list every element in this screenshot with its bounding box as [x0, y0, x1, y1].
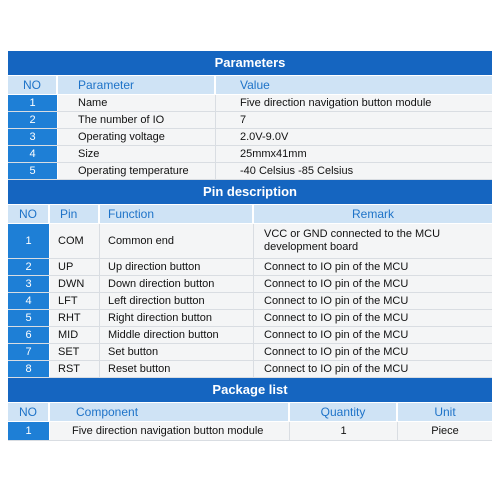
table-row: [8, 259, 492, 276]
row-number: 8: [8, 361, 50, 377]
table-row: [8, 293, 492, 310]
pin-cell: LFT: [50, 293, 100, 309]
pins-header: [8, 205, 492, 224]
package-header: [8, 403, 492, 422]
row-number: 7: [8, 344, 50, 360]
table-row: [8, 310, 492, 327]
function-cell: Down direction button: [100, 276, 254, 292]
header-value: Value: [240, 78, 270, 92]
table-row: [8, 361, 492, 378]
function-cell: Set button: [100, 344, 254, 360]
table-row: [8, 95, 492, 112]
function-cell: Right direction button: [100, 310, 254, 326]
unit-cell: Piece: [431, 425, 459, 437]
row-number: 1: [8, 95, 58, 111]
table-row: [8, 422, 492, 441]
table-row: [8, 344, 492, 361]
row-number: 4: [8, 293, 50, 309]
row-number: 2: [8, 259, 50, 275]
remark-cell: Connect to IO pin of the MCU: [264, 329, 409, 341]
spec-sheet: [8, 51, 492, 441]
function-cell: Left direction button: [100, 293, 254, 309]
pin-description-title: Pin description: [8, 180, 492, 205]
header-pin: Pin: [50, 205, 100, 223]
remark-cell: Connect to IO pin of the MCU: [264, 261, 409, 273]
header-parameter: Parameter: [58, 76, 216, 94]
remark-cell: VCC or GND connected to the MCU development board: [264, 228, 441, 253]
parameter-cell: Operating temperature: [58, 163, 216, 179]
value-cell: Five direction navigation button module: [240, 97, 432, 109]
table-row: [8, 163, 492, 180]
remark-cell: Connect to IO pin of the MCU: [264, 363, 409, 375]
parameter-cell: Operating voltage: [58, 129, 216, 145]
header-function: Function: [100, 205, 254, 223]
header-no: NO: [8, 403, 50, 421]
value-cell: -40 Celsius -85 Celsius: [240, 165, 354, 177]
header-unit: Unit: [434, 405, 456, 419]
pin-cell: DWN: [50, 276, 100, 292]
pin-cell: RST: [50, 361, 100, 377]
function-cell: Middle direction button: [100, 327, 254, 343]
header-component: Component: [50, 403, 290, 421]
table-row: [8, 129, 492, 146]
function-cell: Common end: [100, 224, 254, 258]
table-row: [8, 224, 492, 259]
header-no: NO: [8, 205, 50, 223]
value-cell: 25mmx41mm: [240, 148, 307, 160]
row-number: 5: [8, 310, 50, 326]
remark-cell: Connect to IO pin of the MCU: [264, 346, 409, 358]
pin-cell: UP: [50, 259, 100, 275]
row-number: 1: [8, 224, 50, 258]
pin-cell: MID: [50, 327, 100, 343]
row-number: 5: [8, 163, 58, 179]
value-cell: 2.0V-9.0V: [240, 131, 289, 143]
row-number: 4: [8, 146, 58, 162]
row-number: 3: [8, 276, 50, 292]
parameters-title: Parameters: [8, 51, 492, 76]
row-number: 2: [8, 112, 58, 128]
header-quantity: Quantity: [290, 403, 398, 421]
value-cell: 7: [240, 114, 247, 126]
row-number: 3: [8, 129, 58, 145]
row-number: 6: [8, 327, 50, 343]
remark-cell: Connect to IO pin of the MCU: [264, 312, 409, 324]
table-row: [8, 146, 492, 163]
function-cell: Up direction button: [100, 259, 254, 275]
parameter-cell: Size: [58, 146, 216, 162]
table-row: [8, 112, 492, 129]
parameter-cell: Name: [58, 95, 216, 111]
remark-cell: Connect to IO pin of the MCU: [264, 278, 409, 290]
pin-cell: SET: [50, 344, 100, 360]
quantity-cell: 1: [290, 422, 398, 440]
pin-cell: COM: [50, 224, 100, 258]
parameters-header: [8, 76, 492, 95]
header-no: NO: [8, 76, 58, 94]
header-remark: Remark: [351, 207, 394, 221]
pin-cell: RHT: [50, 310, 100, 326]
row-number: 1: [8, 422, 50, 440]
component-cell: Five direction navigation button module: [50, 422, 290, 440]
table-row: [8, 327, 492, 344]
remark-cell: Connect to IO pin of the MCU: [264, 295, 409, 307]
table-row: [8, 276, 492, 293]
function-cell: Reset button: [100, 361, 254, 377]
package-list-title: Package list: [8, 378, 492, 403]
parameter-cell: The number of IO: [58, 112, 216, 128]
